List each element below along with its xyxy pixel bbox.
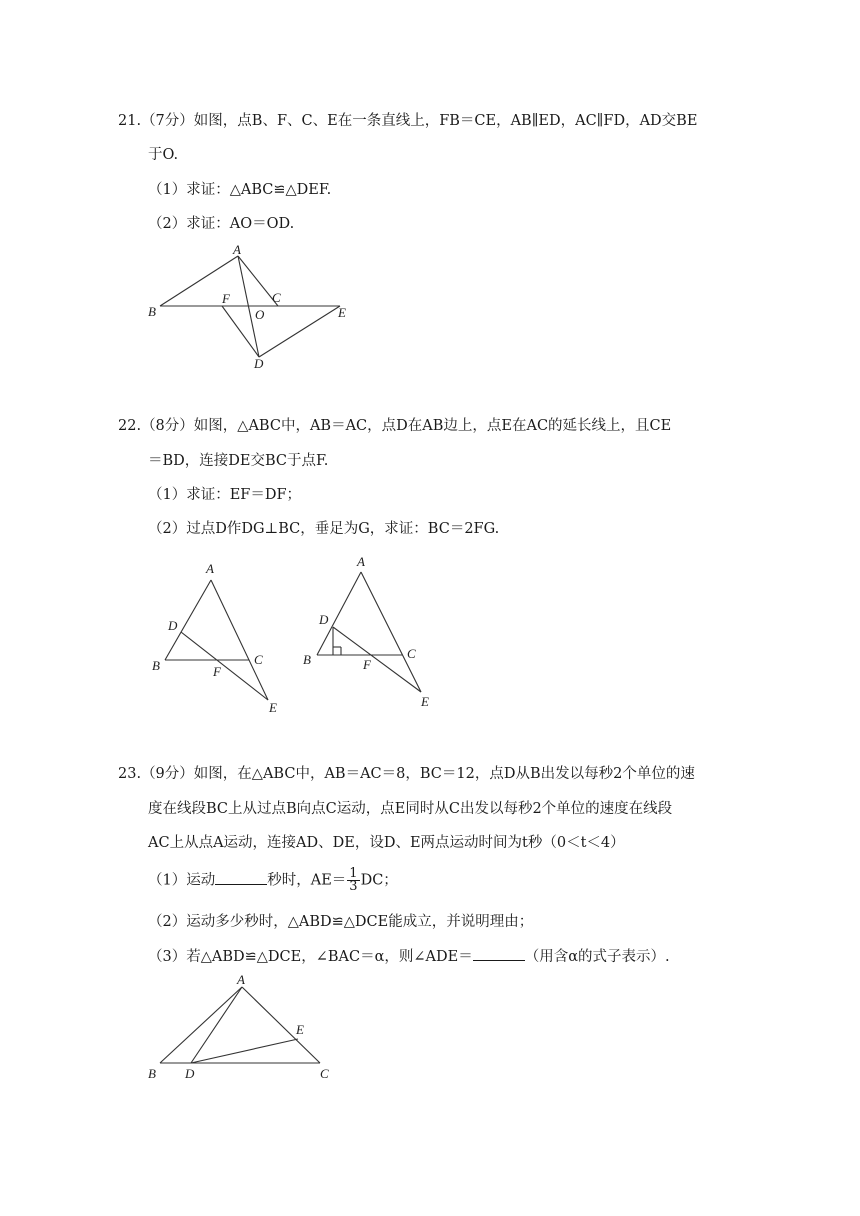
q22-line2: ＝BD，连接DE交BC于点F. [148, 453, 329, 469]
q23-number: 23. [118, 766, 142, 782]
q21-line2: 于O. [148, 147, 179, 163]
q22b-label-f: F [363, 657, 371, 672]
q23-part1-prefix: （1）运动 [148, 872, 216, 889]
q21-label-o: O [255, 307, 265, 322]
q23-part1-suffix: DC； [360, 872, 398, 889]
q21-label-f: F [222, 291, 230, 306]
q23-label-e: E [296, 1022, 304, 1037]
q21-label-b: B [148, 304, 156, 319]
q23-label-a: A [237, 972, 245, 987]
q23-stem: 如图，在△ABC中，AB＝AC＝8，BC＝12，点D从B出发以每秒2个单位的速 [193, 766, 695, 782]
q23-score: （9分） [141, 766, 194, 782]
q22a-label-e: E [269, 700, 277, 715]
q23-part1-middle: 秒时，AE＝ [267, 872, 347, 889]
q21-label-c: C [272, 290, 281, 305]
q22a-label-c: C [254, 652, 263, 667]
q22b-label-d: D [319, 612, 329, 627]
q21-part2: （2）求证：AO＝OD. [148, 216, 295, 232]
q22-score: （8分） [141, 418, 194, 434]
q22-part2: （2）过点D作DG⊥BC，垂足为G，求证：BC＝2FG. [148, 521, 500, 537]
q21-label-e: E [338, 305, 346, 320]
q22b-label-b: B [303, 652, 311, 667]
q22-part1: （1）求证：EF＝DF； [148, 487, 302, 503]
q21-label-a: A [233, 242, 241, 257]
q23-part3-suffix: （用含α的式子表示）. [524, 949, 670, 965]
q23-label-b: B [148, 1066, 156, 1081]
q23-line3: AC上从点A运动，连接AD、DE，设D、E两点运动时间为t秒（0＜t＜4） [148, 835, 625, 851]
q22-number: 22. [118, 418, 142, 434]
q23-part3-prefix: （3）若△ABD≌△DCE，∠BAC＝α，则∠ADE＝ [148, 949, 473, 965]
q23-label-d: D [185, 1066, 195, 1081]
q21-stem: 如图，点B、F、C、E在一条直线上，FB＝CE，AB∥ED，AC∥FD，AD交BE [193, 113, 698, 129]
q22a-label-b: B [152, 658, 160, 673]
q22a-label-a: A [206, 561, 214, 576]
q21-label-d: D [254, 356, 264, 371]
q22a-label-d: D [168, 618, 178, 633]
q22b-label-c: C [407, 646, 416, 661]
q22-stem: 如图，△ABC中，AB＝AC，点D在AB边上，点E在AC的延长线上，且CE [193, 418, 672, 434]
q23-part2: （2）运动多少秒时，△ABD≌△DCE能成立，并说明理由； [148, 914, 534, 930]
q23-fraction-numerator: 1 [349, 866, 358, 881]
q23-fraction-denominator: 3 [349, 879, 358, 894]
q23-line2: 度在线段BC上从过点B向点C运动，点E同时从C出发以每秒2个单位的速度在线段 [148, 801, 673, 817]
q21-score: （7分） [141, 113, 194, 129]
q21-number: 21. [118, 113, 142, 129]
q22b-label-a: A [357, 554, 365, 569]
q23-label-c: C [320, 1066, 329, 1081]
q22b-label-e: E [421, 694, 429, 709]
q21-part1: （1）求证：△ABC≌△DEF. [148, 182, 332, 198]
q22a-label-f: F [213, 664, 221, 679]
